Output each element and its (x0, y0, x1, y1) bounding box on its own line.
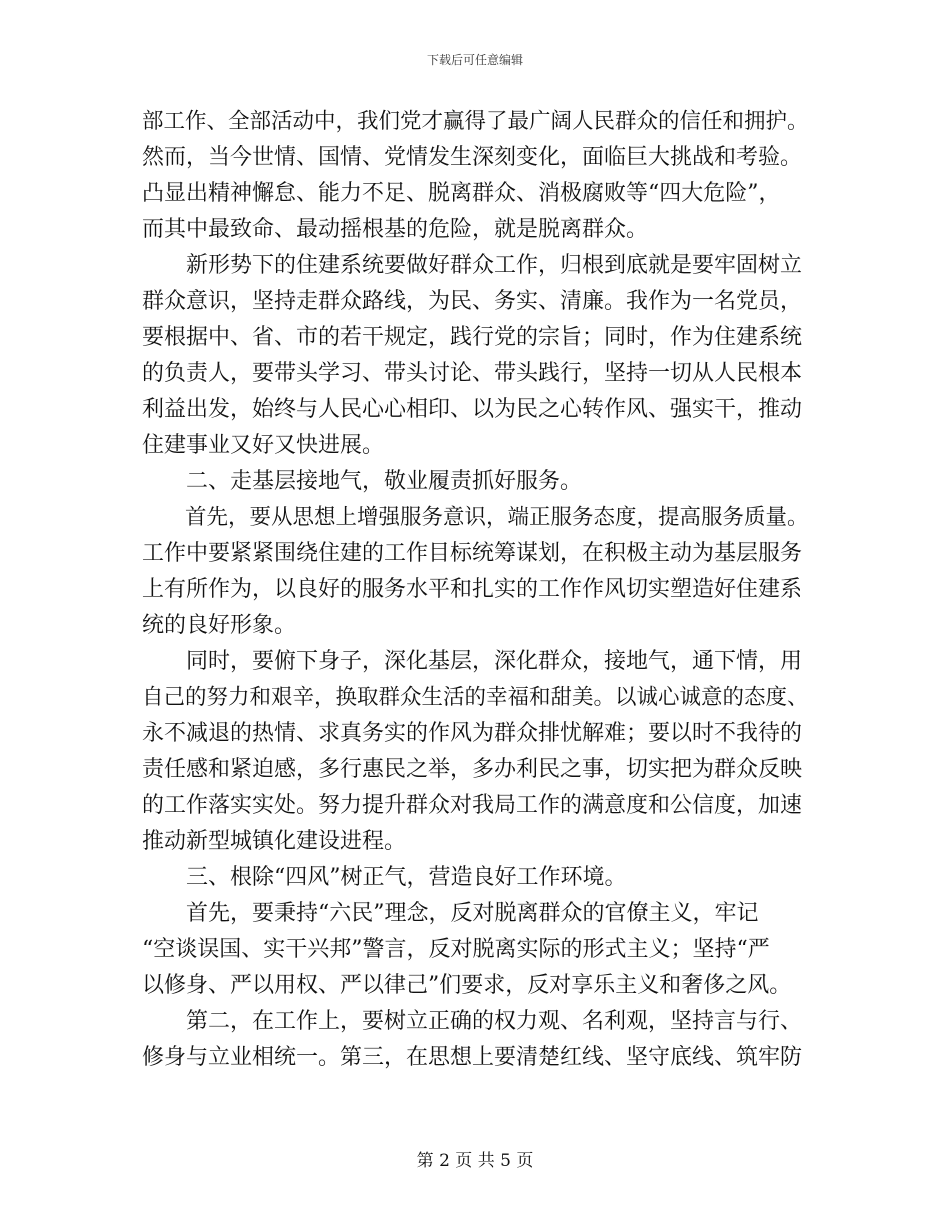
text-line: 上有所作为，以良好的服务水平和扎实的工作作风切实塑造好住建系 (142, 577, 803, 602)
text-line: 的工作落实实处。努力提升群众对我局工作的满意度和公信度，加速 (142, 793, 803, 818)
text-line: 部工作、全部活动中，我们党才赢得了最广阔人民群众的信任和拥护。 (142, 109, 809, 134)
text-line: 然而，当今世情、国情、党情发生深刻变化，面临巨大挑战和考验。 (142, 145, 803, 170)
document-body (142, 104, 810, 1076)
text-line: 群众意识，坚持走群众路线，为民、务实、清廉。我作为一名党员， (142, 289, 803, 314)
text-line: 利益出发，始终与人民心心相印、以为民之心转作风、强实干，推动 (142, 397, 803, 422)
text-line: 第二，在工作上，要树立正确的权力观、名利观，坚持言与行、 (186, 1009, 803, 1034)
text-line: 以修身、严以用权、严以律己”们要求，反对享乐主义和奢侈之风。 (142, 973, 792, 998)
page-number: 第 2 页 共 5 页 (416, 1151, 534, 1171)
text-line: 自己的努力和艰辛，换取群众生活的幸福和甜美。以诚心诚意的态度、 (142, 685, 809, 710)
text-line: 三、根除“四风”树正气，营造良好工作环境。 (186, 865, 627, 890)
text-line: 二、走基层接地气，敬业履责抓好服务。 (186, 469, 583, 494)
text-line: 要根据中、省、市的若干规定，践行党的宗旨；同时，作为住建系统 (142, 325, 803, 350)
text-line: “空谈误国、实干兴邦”警言，反对脱离实际的形式主义；坚持“严 (142, 937, 770, 962)
text-line: 新形势下的住建系统要做好群众工作，归根到底就是要牢固树立 (186, 253, 803, 278)
text-line: 统的良好形象。 (142, 613, 297, 638)
page-header-note: 下载后可任意编辑 (426, 53, 523, 67)
text-line: 首先，要秉持“六民”理念，反对脱离群众的官僚主义，牢记 (186, 901, 759, 926)
text-line: 推动新型城镇化建设进程。 (142, 829, 407, 854)
text-line: 的负责人，要带头学习、带头讨论、带头践行，坚持一切从人民根本 (142, 361, 803, 386)
text-line: 责任感和紧迫感，多行惠民之举，多办利民之事，切实把为群众反映 (142, 757, 803, 782)
text-line: 而其中最致命、最动摇根基的危险，就是脱离群众。 (142, 217, 649, 242)
text-line: 住建事业又好又快进展。 (142, 433, 385, 458)
text-line: 工作中要紧紧围绕住建的工作目标统筹谋划，在积极主动为基层服务 (142, 541, 803, 566)
text-line: 凸显出精神懈怠、能力不足、脱离群众、消极腐败等“四大危险”， (142, 181, 781, 206)
text-line: 修身与立业相统一。第三，在思想上要清楚红线、坚守底线、筑牢防 (142, 1045, 803, 1070)
text-line: 首先，要从思想上增强服务意识，端正服务态度，提高服务质量。 (185, 505, 809, 530)
text-line: 永不减退的热情、求真务实的作风为群众排忧解难；要以时不我待的 (142, 721, 803, 746)
text-line: 同时，要俯下身子，深化基层，深化群众，接地气，通下情，用 (186, 649, 803, 674)
